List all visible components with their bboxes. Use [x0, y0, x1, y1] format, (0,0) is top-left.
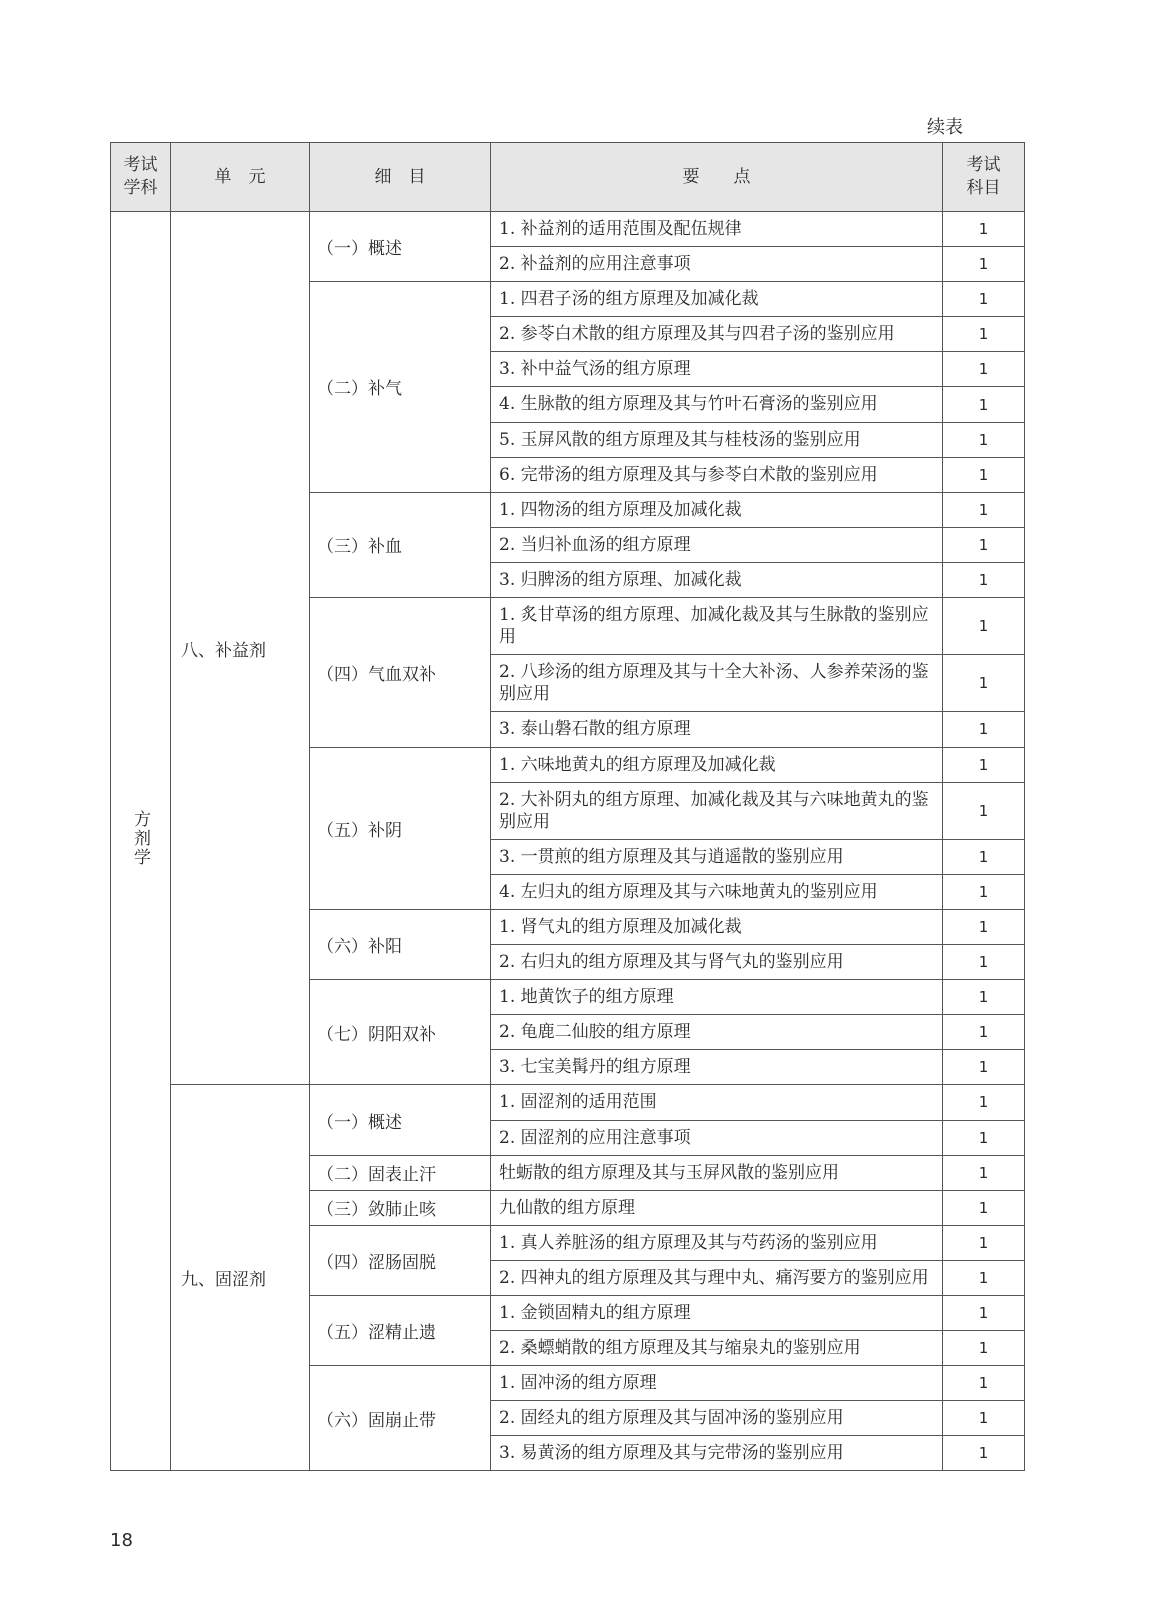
- item-cell: （六）补阳: [310, 909, 491, 979]
- item-cell: （四）气血双补: [310, 598, 491, 747]
- header-count: [943, 143, 1025, 212]
- point-cell: 2. 桑螵蛸散的组方原理及其与缩泉丸的鉴别应用: [491, 1331, 943, 1366]
- count-cell: 1: [943, 1331, 1025, 1366]
- point-cell: 1. 金锁固精丸的组方原理: [491, 1296, 943, 1331]
- header-point: 要 点: [491, 143, 943, 212]
- point-cell: 2. 参苓白术散的组方原理及其与四君子汤的鉴别应用: [491, 317, 943, 352]
- continued-label: 续表: [927, 117, 963, 138]
- count-cell: 1: [943, 1155, 1025, 1190]
- count-cell: 1: [943, 492, 1025, 527]
- point-cell: 4. 生脉散的组方原理及其与竹叶石膏汤的鉴别应用: [491, 387, 943, 422]
- point-cell: 2. 四神丸的组方原理及其与理中丸、痛泻要方的鉴别应用: [491, 1260, 943, 1295]
- point-cell: 3. 七宝美髯丹的组方原理: [491, 1050, 943, 1085]
- item-cell: （三）敛肺止咳: [310, 1190, 491, 1225]
- header-count-line1: 考试: [966, 155, 1001, 176]
- point-cell: 1. 炙甘草汤的组方原理、加减化裁及其与生脉散的鉴别应用: [491, 598, 943, 655]
- point-cell: 1. 固冲汤的组方原理: [491, 1366, 943, 1401]
- count-cell: 1: [943, 1050, 1025, 1085]
- point-cell: 1. 四物汤的组方原理及加减化裁: [491, 492, 943, 527]
- unit-cell: 八、补益剂: [171, 212, 310, 1085]
- table-header-row: [111, 143, 1025, 212]
- count-cell: 1: [943, 562, 1025, 597]
- count-cell: 1: [943, 527, 1025, 562]
- item-cell: （三）补血: [310, 492, 491, 597]
- point-cell: 九仙散的组方原理: [491, 1190, 943, 1225]
- point-cell: 牡蛎散的组方原理及其与玉屏风散的鉴别应用: [491, 1155, 943, 1190]
- count-cell: 1: [943, 247, 1025, 282]
- point-cell: 5. 玉屏风散的组方原理及其与桂枝汤的鉴别应用: [491, 422, 943, 457]
- subject-name: 方剂学: [130, 810, 150, 868]
- count-cell: 1: [943, 1296, 1025, 1331]
- table-row: [111, 212, 1025, 247]
- count-cell: 1: [943, 1436, 1025, 1471]
- count-cell: 1: [943, 352, 1025, 387]
- point-cell: 2. 龟鹿二仙胶的组方原理: [491, 1015, 943, 1050]
- count-cell: 1: [943, 655, 1025, 712]
- point-cell: 3. 归脾汤的组方原理、加减化裁: [491, 562, 943, 597]
- header-subject-line2: 学科: [123, 178, 158, 198]
- point-cell: 3. 易黄汤的组方原理及其与完带汤的鉴别应用: [491, 1436, 943, 1471]
- count-cell: 1: [943, 747, 1025, 782]
- item-cell: （四）涩肠固脱: [310, 1225, 491, 1295]
- count-cell: 1: [943, 1401, 1025, 1436]
- point-cell: 3. 补中益气汤的组方原理: [491, 352, 943, 387]
- count-cell: 1: [943, 945, 1025, 980]
- table-body: [111, 212, 1025, 1471]
- point-cell: 1. 肾气丸的组方原理及加减化裁: [491, 909, 943, 944]
- count-cell: 1: [943, 1120, 1025, 1155]
- count-cell: 1: [943, 598, 1025, 655]
- count-cell: 1: [943, 212, 1025, 247]
- point-cell: 1. 六味地黄丸的组方原理及加减化裁: [491, 747, 943, 782]
- count-cell: 1: [943, 782, 1025, 839]
- header-item: 细 目: [310, 143, 491, 212]
- point-cell: 1. 补益剂的适用范围及配伍规律: [491, 212, 943, 247]
- point-cell: 2. 固经丸的组方原理及其与固冲汤的鉴别应用: [491, 1401, 943, 1436]
- count-cell: 1: [943, 712, 1025, 747]
- point-cell: 3. 一贯煎的组方原理及其与逍遥散的鉴别应用: [491, 839, 943, 874]
- point-cell: 1. 固涩剂的适用范围: [491, 1085, 943, 1120]
- header-subject: [111, 143, 171, 212]
- point-cell: 2. 补益剂的应用注意事项: [491, 247, 943, 282]
- point-cell: 2. 八珍汤的组方原理及其与十全大补汤、人参养荣汤的鉴别应用: [491, 655, 943, 712]
- syllabus-table: [110, 142, 1025, 1471]
- count-cell: 1: [943, 422, 1025, 457]
- item-cell: （五）补阴: [310, 747, 491, 909]
- count-cell: 1: [943, 1085, 1025, 1120]
- count-cell: 1: [943, 1225, 1025, 1260]
- point-cell: 1. 四君子汤的组方原理及加减化裁: [491, 282, 943, 317]
- point-cell: 4. 左归丸的组方原理及其与六味地黄丸的鉴别应用: [491, 874, 943, 909]
- item-cell: （六）固崩止带: [310, 1366, 491, 1471]
- unit-cell: 九、固涩剂: [171, 1085, 310, 1471]
- count-cell: 1: [943, 387, 1025, 422]
- count-cell: 1: [943, 1190, 1025, 1225]
- point-cell: 2. 右归丸的组方原理及其与肾气丸的鉴别应用: [491, 945, 943, 980]
- item-cell: （二）补气: [310, 282, 491, 493]
- point-cell: 3. 泰山磐石散的组方原理: [491, 712, 943, 747]
- item-cell: （一）概述: [310, 1085, 491, 1155]
- item-cell: （五）涩精止遗: [310, 1296, 491, 1366]
- point-cell: 2. 固涩剂的应用注意事项: [491, 1120, 943, 1155]
- count-cell: 1: [943, 317, 1025, 352]
- item-cell: （七）阴阳双补: [310, 980, 491, 1085]
- point-cell: 1. 地黄饮子的组方原理: [491, 980, 943, 1015]
- count-cell: 1: [943, 1260, 1025, 1295]
- count-cell: 1: [943, 282, 1025, 317]
- count-cell: 1: [943, 1366, 1025, 1401]
- subject-cell: [111, 212, 171, 1471]
- header-count-line2: 科目: [966, 178, 1001, 198]
- header-unit: 单 元: [171, 143, 310, 212]
- point-cell: 2. 大补阴丸的组方原理、加减化裁及其与六味地黄丸的鉴别应用: [491, 782, 943, 839]
- count-cell: 1: [943, 980, 1025, 1015]
- table-row: [111, 1085, 1025, 1120]
- count-cell: 1: [943, 909, 1025, 944]
- count-cell: 1: [943, 839, 1025, 874]
- item-cell: （一）概述: [310, 212, 491, 282]
- count-cell: 1: [943, 874, 1025, 909]
- item-cell: （二）固表止汗: [310, 1155, 491, 1190]
- point-cell: 2. 当归补血汤的组方原理: [491, 527, 943, 562]
- count-cell: 1: [943, 457, 1025, 492]
- header-subject-line1: 考试: [123, 155, 158, 176]
- page-number: 18: [110, 1530, 133, 1551]
- point-cell: 6. 完带汤的组方原理及其与参苓白术散的鉴别应用: [491, 457, 943, 492]
- point-cell: 1. 真人养脏汤的组方原理及其与芍药汤的鉴别应用: [491, 1225, 943, 1260]
- count-cell: 1: [943, 1015, 1025, 1050]
